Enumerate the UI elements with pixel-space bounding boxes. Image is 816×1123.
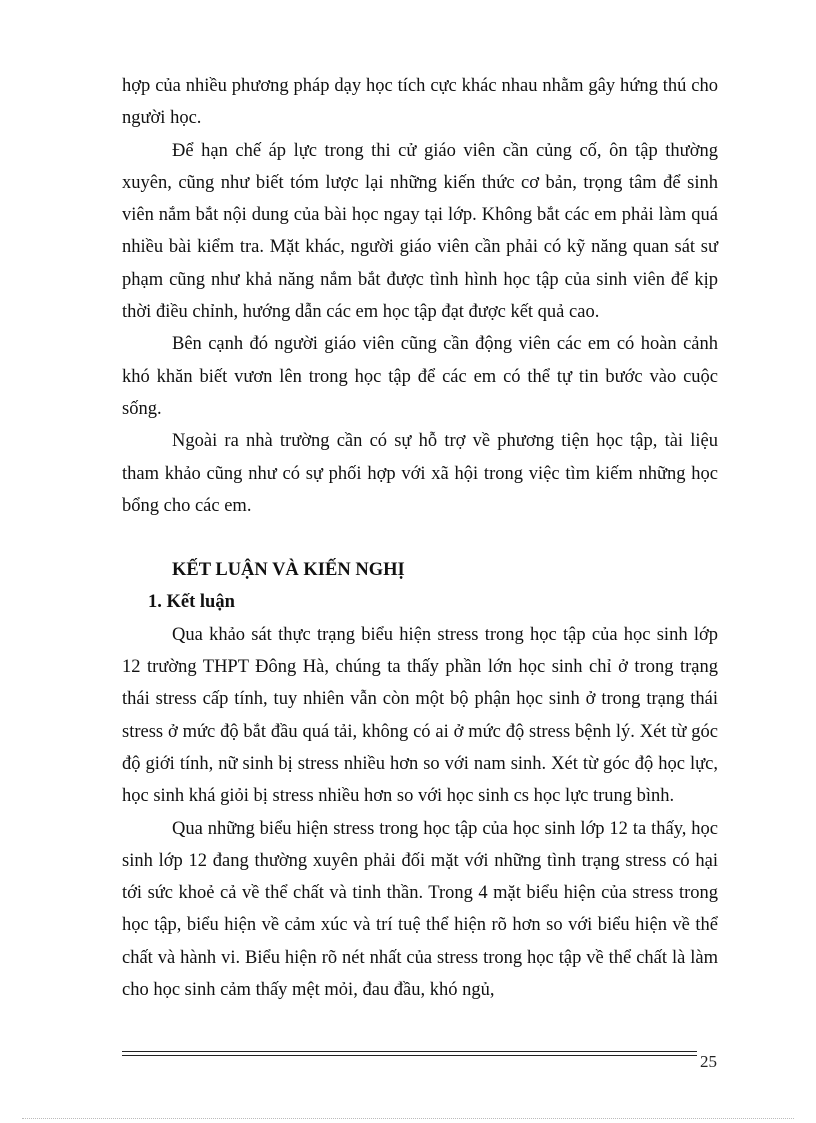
paragraph-conclusion-survey: Qua khảo sát thực trạng biểu hiện stress trong học tập của học sinh lớp 12 trường THPT Đông Hà, chúng ta thấy phần lớn học sinh chỉ ở trong trạng thái stress cấp tính, tuy nhiên vẫn còn một bộ phận học sinh ở trong trạng thái stress ở mức độ bắt đầu quá tải, không có ai ở mức độ stress bệnh lý. Xét từ góc độ giới tính, nữ sinh bị stress nhiều hơn so với nam sinh. Xét từ góc độ học lực, học sinh khá giỏi bị stress nhiều hơn so với học sinh cs học lực trung bình. bbox=[122, 624, 718, 807]
paragraph-encouragement: Bên cạnh đó người giáo viên cũng cần động viên các em có hoàn cảnh khó khăn biết vươn lên trong học tập để các em có thể tự tin bước vào cuộc sống. bbox=[122, 334, 718, 419]
subsection-heading: 1. Kết luận bbox=[148, 592, 235, 613]
footer-divider bbox=[122, 1051, 697, 1056]
document-body bbox=[122, 70, 718, 1006]
paragraph-exam-pressure: Để hạn chế áp lực trong thi cử giáo viên cần củng cố, ôn tập thường xuyên, cũng như biết tóm lược lại những kiến thức cơ bản, trọng tâm để sinh viên nắm bắt nội dung của bài học ngay tại lớp. Không bắt các em phải làm quá nhiều bài kiểm tra. Mặt khác, người giáo viên cần phải có kỹ năng quan sát sư phạm cũng như khả năng nắm bắt được tình hình học tập của sinh viên để kịp thời điều chỉnh, hướng dẫn các em học tập đạt được kết quả cao. bbox=[122, 140, 718, 323]
page-number: 25 bbox=[700, 1052, 717, 1071]
paragraph-conclusion-manifestations: Qua những biểu hiện stress trong học tập của học sinh lớp 12 ta thấy, học sinh lớp 12 đang thường xuyên phải đối mặt với những tình trạng stress có hại tới sức khoẻ cả về thể chất và tinh thần. Trong 4 mặt biểu hiện của stress trong học tập, biểu hiện về cảm xúc và trí tuệ thể hiện rõ hơn so với biểu hiện về thể chất và hành vi. Biểu hiện rõ nét nhất của stress trong học tập về thể chất là làm cho học sinh cảm thấy mệt mỏi, đau đầu, khó ngủ, bbox=[122, 818, 718, 1001]
section-heading: KẾT LUẬN VÀ KIẾN NGHỊ bbox=[172, 560, 405, 581]
page-bottom-border bbox=[22, 1118, 794, 1119]
paragraph-school-support: Ngoài ra nhà trường cần có sự hỗ trợ về phương tiện học tập, tài liệu tham khảo cũng như có sự phối hợp với xã hội trong việc tìm kiếm những học bổng cho các em. bbox=[122, 431, 718, 516]
paragraph-continuation: hợp của nhiều phương pháp dạy học tích cực khác nhau nhằm gây hứng thú cho người học. bbox=[122, 76, 718, 129]
